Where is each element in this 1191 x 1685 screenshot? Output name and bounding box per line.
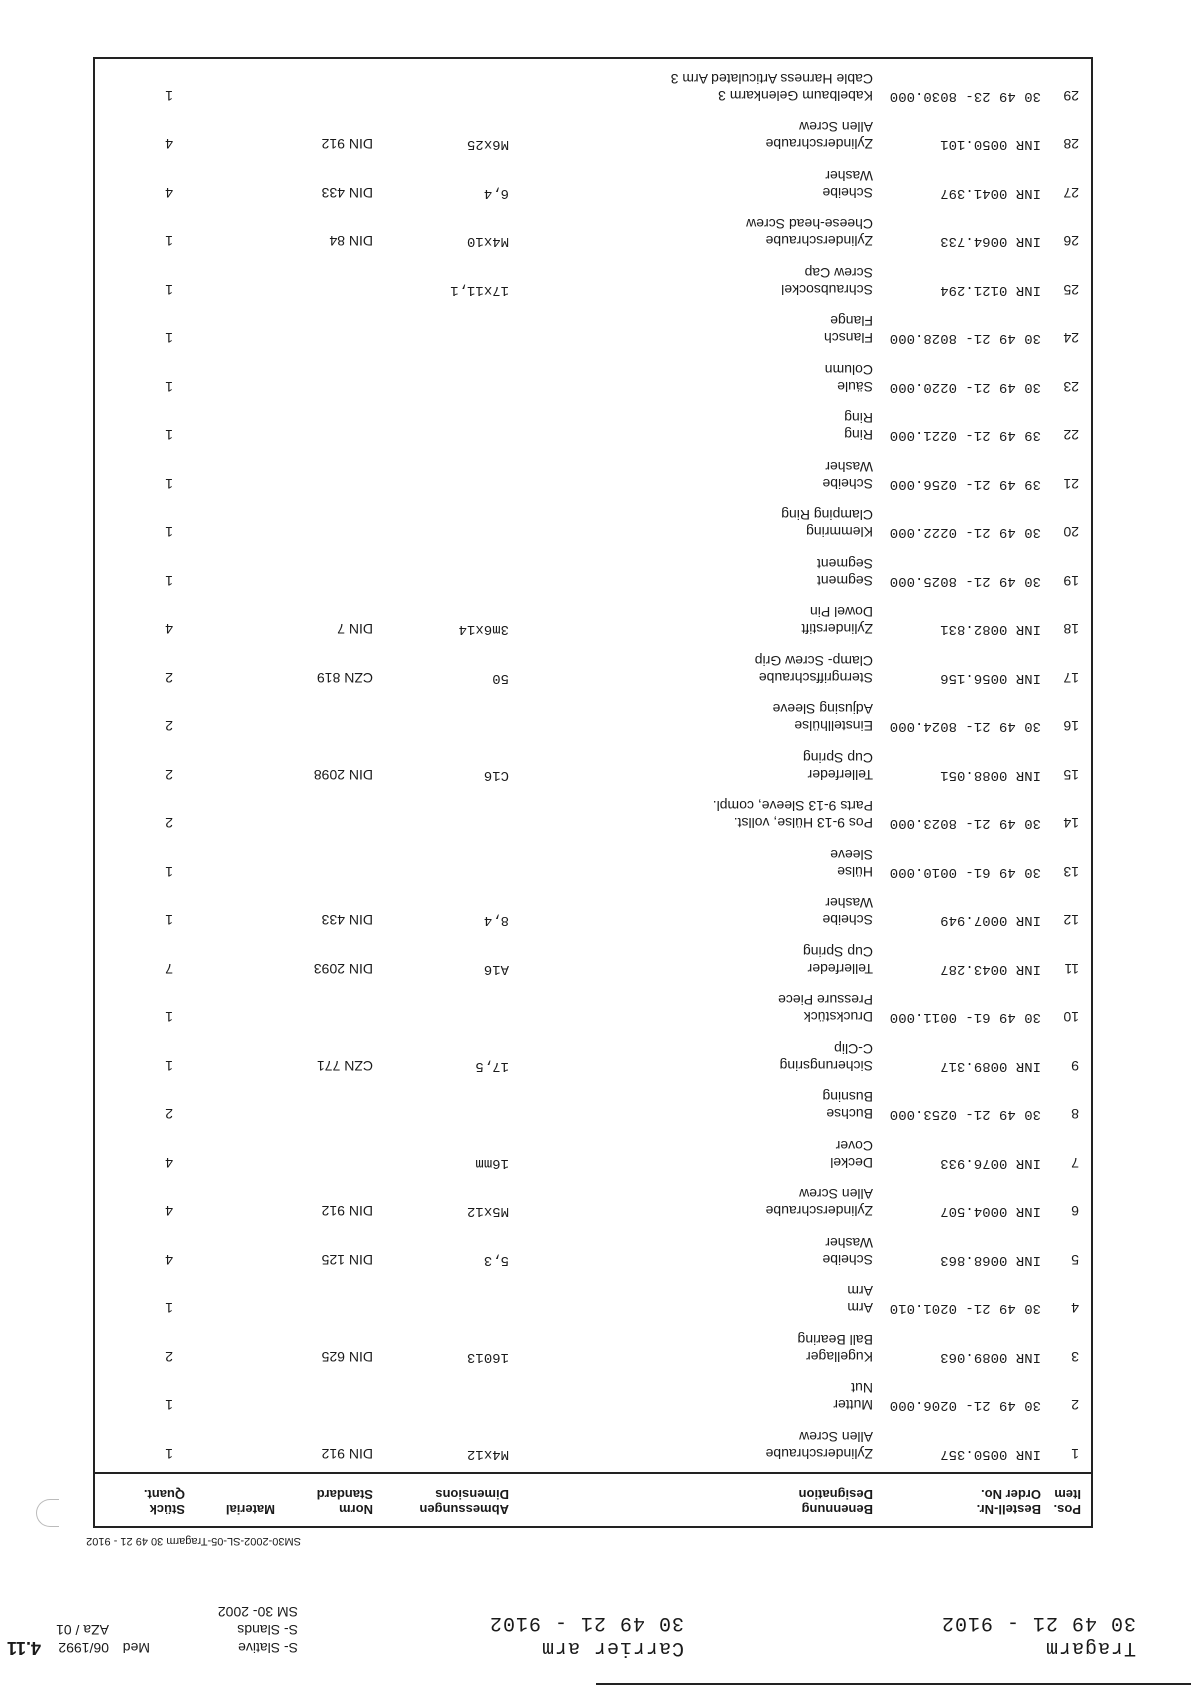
item-quantity: 2	[165, 1349, 173, 1365]
table-row	[95, 1418, 1091, 1466]
table-row	[95, 497, 1091, 545]
item-pos: 11	[1064, 961, 1079, 977]
item-quantity: 1	[165, 864, 173, 880]
item-dimensions: M4x10	[466, 233, 509, 250]
item-designation-en: Flange	[830, 313, 873, 330]
item-dimensions: 3m6x14	[458, 621, 509, 638]
item-quantity: 7	[165, 961, 173, 977]
table-row	[95, 448, 1091, 496]
item-order-number: 30 49 21- 8025.000	[889, 573, 1041, 589]
item-pos: 28	[1063, 136, 1079, 153]
item-designation-de: Scheibe	[822, 185, 873, 201]
item-order-number: INR 0088.051	[940, 767, 1041, 783]
item-order-number: 30 49 61- 0011.000	[889, 1009, 1041, 1026]
flag-1: S- Slative	[238, 1640, 298, 1656]
item-designation-en: Screw Cap	[804, 265, 873, 281]
item-order-number: INR 0089.063	[940, 1349, 1041, 1365]
item-designation-de: Deckel	[830, 1155, 873, 1171]
item-dimensions: A16	[483, 961, 509, 977]
item-pos: 19	[1063, 573, 1079, 589]
item-designation-en: Adjusing Sleeve	[772, 701, 873, 718]
item-standard: CZN 771	[316, 1058, 373, 1074]
item-pos: 16	[1063, 718, 1079, 735]
item-designation-de: Tellerfeder	[807, 767, 873, 783]
item-order-number: INR 0050.357	[940, 1446, 1041, 1462]
item-pos: 15	[1063, 767, 1079, 783]
table-row	[95, 60, 1091, 108]
item-quantity: 1	[165, 1300, 173, 1317]
col-designation: Benennung Designation	[798, 1487, 873, 1517]
item-designation-de: Sicherungsring	[779, 1058, 873, 1074]
item-designation-en: Clamping Ring	[781, 507, 873, 524]
table-row	[95, 1224, 1091, 1272]
table-row	[95, 157, 1091, 205]
item-designation-en: Washer	[825, 895, 873, 912]
item-designation-en: Cup Spring	[802, 944, 873, 960]
item-standard: DIN 2093	[313, 961, 373, 977]
item-order-number: 30 49 21- 8024.000	[889, 718, 1041, 735]
item-dimensions: 17x11,1	[450, 282, 509, 298]
item-order-number: INR 0076.933	[940, 1155, 1041, 1171]
item-designation-de: Kabelbaum Gelenkarm 3	[718, 88, 873, 104]
table-row	[95, 1370, 1091, 1418]
item-quantity: 2	[165, 670, 173, 686]
item-order-number: 30 49 21- 0220.000	[889, 379, 1041, 395]
item-designation-de: Scheibe	[822, 1252, 873, 1268]
item-quantity: 4	[165, 1155, 173, 1171]
item-quantity: 4	[165, 185, 173, 201]
item-order-number: 30 49 61- 0010.000	[889, 864, 1041, 880]
item-designation-de: Sterngriffschraube	[758, 670, 873, 686]
item-pos: 21	[1063, 476, 1079, 492]
item-standard: DIN 433	[321, 185, 373, 201]
col-quantity: Stück Quant.	[143, 1487, 185, 1517]
item-order-number: INR 0089.317	[940, 1058, 1041, 1074]
item-quantity: 1	[165, 330, 173, 347]
item-designation-de: Schraubsockel	[781, 282, 873, 298]
document-reference: SM30-2002-SL-05-Tragarm 30 49 21 - 9102	[86, 1535, 301, 1547]
item-standard: DIN 7	[337, 621, 373, 638]
item-designation-en: Allen Screw	[799, 119, 873, 136]
item-order-number: 30 49 21- 0222.000	[889, 524, 1041, 541]
item-quantity: 4	[165, 621, 173, 638]
item-designation-de: Buchse	[826, 1106, 873, 1123]
item-dimensions: M5x12	[466, 1203, 509, 1220]
table-row	[95, 885, 1091, 933]
item-designation-de: Tellerfeder	[807, 961, 873, 977]
item-order-number: INR 0068.863	[940, 1252, 1041, 1268]
item-designation-en: Cover	[835, 1138, 873, 1154]
item-designation-de: Hülse	[837, 864, 873, 880]
item-pos: 18	[1063, 621, 1079, 638]
title-de: Tragarm	[1044, 1636, 1136, 1659]
item-standard: DIN 2098	[313, 767, 373, 783]
part-number-left: 30 49 21 - 9102	[940, 1611, 1136, 1634]
item-standard: DIN 84	[329, 233, 373, 250]
item-dimensions: 17,5	[475, 1058, 509, 1074]
item-order-number: INR 0056.156	[940, 670, 1041, 686]
item-pos: 22	[1063, 427, 1079, 444]
date: 06/1992	[58, 1640, 109, 1656]
item-designation-de: Arm	[847, 1300, 873, 1317]
item-designation-en: Nut	[851, 1380, 873, 1397]
item-designation-de: Klemmring	[806, 524, 873, 541]
table-row	[95, 739, 1091, 787]
table-row	[95, 206, 1091, 254]
item-designation-de: Scheibe	[822, 476, 873, 492]
item-quantity: 1	[165, 476, 173, 492]
item-order-number: INR 0082.831	[940, 621, 1041, 638]
item-pos: 13	[1063, 864, 1079, 880]
item-designation-de: Segment	[816, 573, 873, 589]
item-designation-de: Druckstück	[803, 1009, 873, 1026]
item-designation-en: Cable Harness Articulated Arm 3	[670, 71, 873, 87]
table-row	[95, 933, 1091, 981]
table-row	[95, 351, 1091, 399]
table-row	[95, 1079, 1091, 1127]
table-row	[95, 545, 1091, 593]
item-quantity: 1	[165, 282, 173, 298]
parts-table	[93, 57, 1093, 1528]
item-designation-en: Sleeve	[830, 847, 873, 863]
table-row	[95, 1127, 1091, 1175]
item-pos: 7	[1071, 1155, 1079, 1171]
col-standard: Norm Standard	[316, 1487, 373, 1517]
punch-hole-mark	[36, 1499, 59, 1527]
flag-3: SM 30- 2002	[217, 1604, 298, 1620]
item-standard: DIN 912	[321, 1203, 373, 1220]
item-designation-de: Zylinderschraube	[765, 1203, 873, 1220]
item-dimensions: M6x25	[466, 136, 509, 153]
table-header	[95, 1472, 1091, 1526]
item-standard: DIN 625	[321, 1349, 373, 1365]
item-quantity: 2	[165, 815, 173, 832]
table-row	[95, 1273, 1091, 1321]
table-row	[95, 254, 1091, 302]
col-order-no: Bestell-Nr. Order No.	[976, 1487, 1041, 1517]
item-order-number: 30 49 21- 8023.000	[889, 815, 1041, 832]
item-designation-en: Column	[824, 362, 873, 378]
item-designation-en: Ball Bearing	[797, 1332, 873, 1348]
item-designation-de: Zylinderschraube	[765, 233, 873, 250]
item-standard: DIN 433	[321, 912, 373, 929]
item-pos: 1	[1071, 1446, 1079, 1462]
table-row	[95, 788, 1091, 836]
col-dimensions: Abmessungen Dimensions	[419, 1487, 509, 1517]
item-pos: 14	[1063, 815, 1079, 832]
item-quantity: 2	[165, 767, 173, 783]
item-designation-en: Parts 9-13 Sleeve, compl.	[712, 798, 873, 815]
item-pos: 29	[1063, 88, 1079, 104]
item-designation-en: Arm	[847, 1283, 873, 1300]
item-designation-en: Pressure Piece	[778, 992, 873, 1009]
item-quantity: 1	[165, 524, 173, 541]
item-order-number: INR 0064.733	[940, 233, 1041, 250]
item-dimensions: 5,3	[483, 1252, 509, 1268]
item-designation-en: Busning	[822, 1089, 873, 1106]
item-designation-en: Cup Spring	[802, 750, 873, 766]
item-designation-de: Flansch	[823, 330, 873, 347]
item-standard: DIN 912	[321, 1446, 373, 1462]
item-designation-en: Segment	[816, 556, 873, 572]
table-row	[95, 1321, 1091, 1369]
item-quantity: 1	[165, 88, 173, 104]
item-designation-de: Pos 9-13 Hülse, vollst.	[733, 815, 873, 832]
item-designation-en: Washer	[825, 459, 873, 475]
table-row	[95, 1176, 1091, 1224]
table-row	[95, 1030, 1091, 1078]
item-quantity: 1	[165, 912, 173, 929]
table-row	[95, 303, 1091, 351]
item-designation-de: Kugellager	[806, 1349, 873, 1365]
item-pos: 25	[1063, 282, 1079, 298]
item-designation-de: Scheibe	[822, 912, 873, 929]
item-order-number: 30 49 21- 8028.000	[889, 330, 1041, 347]
item-pos: 5	[1071, 1252, 1079, 1268]
item-order-number: INR 0043.287	[940, 961, 1041, 977]
item-designation-en: Washer	[825, 168, 873, 184]
item-dimensions: C16	[483, 767, 509, 783]
item-order-number: 30 49 21- 0206.000	[889, 1397, 1041, 1414]
item-pos: 10	[1063, 1009, 1079, 1026]
item-quantity: 1	[165, 1446, 173, 1462]
table-row	[95, 691, 1091, 739]
item-standard: CZN 819	[316, 670, 373, 686]
item-order-number: 30 49 23- 8030.000	[889, 88, 1041, 104]
item-quantity: 2	[165, 1106, 173, 1123]
item-dimensions: 16mm	[475, 1155, 509, 1171]
flag-2: S- Slands	[237, 1622, 298, 1638]
item-pos: 27	[1063, 185, 1079, 201]
med-label: Med	[122, 1640, 150, 1656]
item-quantity: 4	[165, 136, 173, 153]
item-quantity: 2	[165, 718, 173, 735]
item-order-number: INR 0041.397	[940, 185, 1041, 201]
item-order-number: 39 49 21- 0256.000	[889, 476, 1041, 492]
item-pos: 12	[1063, 912, 1079, 929]
item-quantity: 1	[165, 1397, 173, 1414]
table-row	[95, 836, 1091, 884]
item-designation-en: Allen Screw	[799, 1429, 873, 1445]
item-order-number: INR 0007.949	[940, 912, 1041, 929]
item-order-number: INR 0004.507	[940, 1203, 1041, 1220]
item-dimensions: M4x12	[466, 1446, 509, 1462]
item-pos: 24	[1063, 330, 1079, 347]
item-quantity: 1	[165, 379, 173, 395]
item-pos: 20	[1063, 524, 1079, 541]
item-pos: 26	[1063, 233, 1079, 250]
table-row	[95, 400, 1091, 448]
item-pos: 6	[1071, 1203, 1079, 1220]
item-dimensions: 50	[492, 670, 509, 686]
item-quantity: 1	[165, 427, 173, 444]
item-order-number: 30 49 21- 0253.000	[889, 1106, 1041, 1123]
item-quantity: 4	[165, 1252, 173, 1268]
revision: AZa / 01	[56, 1622, 109, 1638]
item-designation-en: Clamp- Screw Grip	[754, 653, 873, 669]
item-standard: DIN 125	[321, 1252, 373, 1268]
item-designation-en: C-Clip	[834, 1041, 873, 1057]
table-row	[95, 642, 1091, 690]
item-order-number: INR 0050.101	[940, 136, 1041, 153]
table-row	[95, 109, 1091, 157]
item-designation-de: Zylinderstift	[801, 621, 873, 638]
item-pos: 3	[1071, 1349, 1079, 1365]
page-number: 4.11	[6, 1638, 41, 1658]
item-order-number: 39 49 21- 0221.000	[889, 427, 1041, 444]
item-designation-de: Einstellhülse	[794, 718, 873, 735]
item-dimensions: 16013	[466, 1349, 509, 1365]
item-designation-en: Allen Screw	[799, 1186, 873, 1203]
item-quantity: 1	[165, 1009, 173, 1026]
item-order-number: 30 49 21- 0201.010	[889, 1300, 1041, 1317]
item-pos: 2	[1071, 1397, 1079, 1414]
item-designation-en: Washer	[825, 1235, 873, 1251]
item-order-number: INR 0121.294	[940, 282, 1041, 298]
part-number-center: 30 49 21 - 9102	[488, 1611, 684, 1634]
item-designation-en: Cheese-head Screw	[746, 216, 873, 233]
table-row	[95, 594, 1091, 642]
item-quantity: 1	[165, 573, 173, 589]
item-designation-de: Säule	[837, 379, 873, 395]
item-quantity: 1	[165, 1058, 173, 1074]
item-pos: 23	[1063, 379, 1079, 395]
item-pos: 9	[1071, 1058, 1079, 1074]
item-pos: 17	[1063, 670, 1079, 686]
col-pos: Pos. Item	[1053, 1487, 1081, 1517]
title-en: Carrier arm	[540, 1636, 684, 1659]
item-pos: 8	[1071, 1106, 1079, 1123]
item-designation-en: Ring	[844, 410, 873, 427]
item-standard: DIN 912	[321, 136, 373, 153]
item-designation-en: Dowel Pin	[809, 604, 873, 621]
table-row	[95, 982, 1091, 1030]
item-designation-de: Zylinderschraube	[765, 136, 873, 153]
item-quantity: 4	[165, 1203, 173, 1220]
col-material: Material	[225, 1502, 275, 1517]
item-designation-de: Ring	[844, 427, 873, 444]
item-designation-de: Mutter	[833, 1397, 873, 1414]
item-dimensions: 8,4	[483, 912, 509, 929]
item-designation-de: Zylinderschraube	[765, 1446, 873, 1462]
item-quantity: 1	[165, 233, 173, 250]
item-pos: 4	[1071, 1300, 1079, 1317]
item-dimensions: 6,4	[483, 185, 509, 201]
